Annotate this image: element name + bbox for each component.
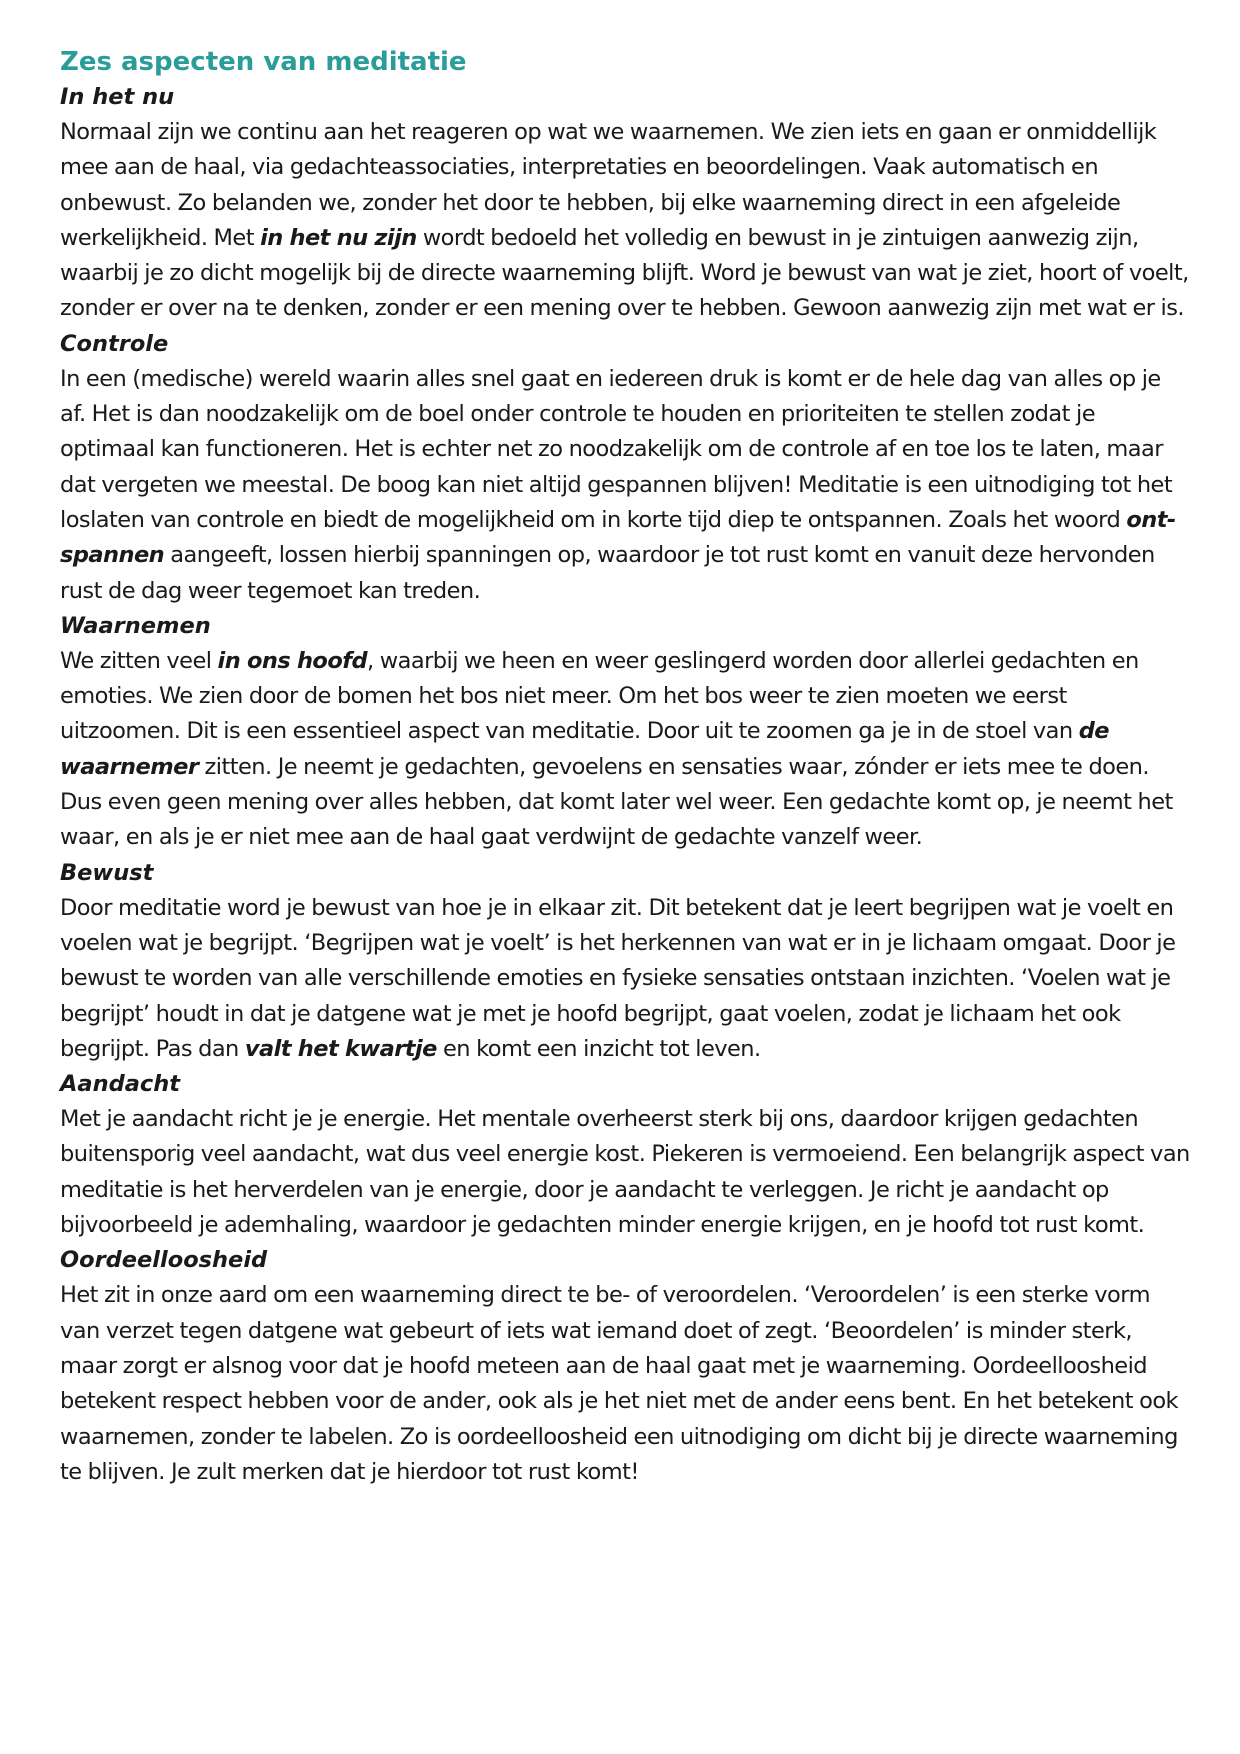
- section-in-het-nu: [60, 80, 1190, 327]
- section-heading: Oordeelloosheid: [60, 1247, 268, 1274]
- document-page: [60, 44, 1190, 1490]
- section-heading: In het nu: [60, 84, 175, 110]
- emphasized-phrase: valt het kwartje: [244, 1035, 437, 1062]
- section-heading: Controle: [60, 330, 169, 357]
- body-text: Met je aandacht richt je je energie. Het mentale overheerst sterk bij ons, daardoor krijgen gedachten buitensporig veel aandacht, wat dus veel energie kost. Piekeren is vermoeiend. Een belangrijk aspect van meditatie is het herverdelen van je energie, door je aandacht te verleggen. Je richt je aandacht op bijvoorbeeld je ademhaling, waardoor je gedachten minder energie krijgen, en je hoofd tot rust komt.: [60, 1106, 1190, 1239]
- section-heading: Waarnemen: [60, 612, 211, 639]
- section-heading: Bewust: [60, 859, 154, 886]
- page-title: Zes aspecten van meditatie: [60, 47, 467, 77]
- section-waarnemen: [60, 609, 1190, 856]
- section-body: [60, 1278, 1190, 1490]
- section-heading: Aandacht: [60, 1071, 181, 1098]
- section-bewust: [60, 856, 1190, 1067]
- section-controle: [60, 327, 1190, 609]
- body-text: aangeeft, lossen hierbij spanningen op, waardoor je tot rust komt en vanuit deze hervonden rust de dag weer tegemoet kan treden.: [60, 542, 1155, 604]
- emphasized-phrase: in het nu zijn: [260, 224, 417, 251]
- body-text: Door meditatie word je bewust van hoe je in elkaar zit. Dit betekent dat je leert begrijpen wat je voelt en voelen wat je begrijpt. ‘Begrijpen wat je voelt’ is het herkennen van wat er in je lichaam omgaat. Door je bewust te worden van alle verschillende emoties en fysieke sensaties ontstaan inzichten. ‘Voelen wat je begrijpt’ houdt in dat je datgene wat je met je hoofd begrijpt, gaat voelen, zodat je lichaam het ook begrijpt. Pas dan: [60, 894, 1176, 1062]
- section-aandacht: [60, 1067, 1190, 1243]
- body-text: In een (medische) wereld waarin alles snel gaat en iedereen druk is komt er de hele dag van alles op je af. Het is dan noodzakelijk om de boel onder controle te houden en prioriteiten te stellen zodat je optimaal kan functioneren. Het is echter net zo noodzakelijk om de controle af en toe los te laten, maar dat vergeten we meestal. De boog kan niet altijd gespannen blijven! Meditatie is een uitnodiging tot het loslaten van controle en biedt de mogelijkheid om in korte tijd diep te ontspannen. Zoals het woord: [60, 365, 1173, 533]
- section-body: [60, 1102, 1190, 1243]
- body-text: wordt bedoeld het volledig en bewust in je zintuigen aanwezig zijn, waarbij je zo dicht mogelijk bij de directe waarneming blijft. Word je bewust van wat je ziet, hoort of voelt, zonder er over na te denken, zonder er een mening over te hebben. Gewoon aanwezig zijn met wat er is.: [60, 224, 1189, 322]
- emphasized-phrase: ont-spannen: [60, 506, 1176, 569]
- section-body: [60, 644, 1190, 856]
- section-body: [60, 891, 1190, 1067]
- emphasized-phrase: de waarnemer: [60, 718, 1109, 780]
- body-text: We zitten veel: [60, 647, 218, 674]
- section-body: [60, 115, 1190, 327]
- body-text: Het zit in onze aard om een waarneming direct te be- of veroordelen. ‘Veroordelen’ is een sterke vorm van verzet tegen datgene wat gebeurt of iets wat iemand doet of zegt. ‘Beoordelen’ is minder sterk, maar zorgt er alsnog voor dat je hoofd meteen aan de haal gaat met je waarneming. Oordeelloosheid betekent respect hebben voor de ander, ook als je het niet met de ander eens bent. En het betekent ook waarnemen, zonder te labelen. Zo is oordeelloosheid een uitnodiging om dicht bij je directe waarneming te blijven. Je zult merken dat je hierdoor tot rust komt!: [60, 1282, 1179, 1485]
- body-text: en komt een inzicht tot leven.: [436, 1035, 761, 1062]
- emphasized-phrase: in ons hoofd: [217, 647, 368, 674]
- section-oordeelloosheid: [60, 1243, 1190, 1490]
- body-text: , waarbij we heen en weer geslingerd worden door allerlei gedachten en emoties. We zien door de bomen het bos niet meer. Om het bos weer te zien moeten we eerst uitzoomen. Dit is een essentieel aspect van meditatie. Door uit te zoomen ga je in de stoel van: [60, 647, 1139, 745]
- body-text: zitten. Je neemt je gedachten, gevoelens en sensaties waar, zónder er iets mee te doen. Dus even geen mening over alles hebben, dat komt later wel weer. Een gedachte komt op, je neemt het waar, en als je er niet mee aan de haal gaat verdwijnt de gedachte vanzelf weer.: [60, 753, 1173, 851]
- body-text: Normaal zijn we continu aan het reageren op wat we waarnemen. We zien iets en gaan er onmiddellijk mee aan de haal, via gedachteassociaties, interpretaties en beoordelingen. Vaak automatisch en onbewust. Zo belanden we, zonder het door te hebben, bij elke waarneming direct in een afgeleide werkelijkheid. Met: [60, 119, 1157, 251]
- section-body: [60, 362, 1190, 609]
